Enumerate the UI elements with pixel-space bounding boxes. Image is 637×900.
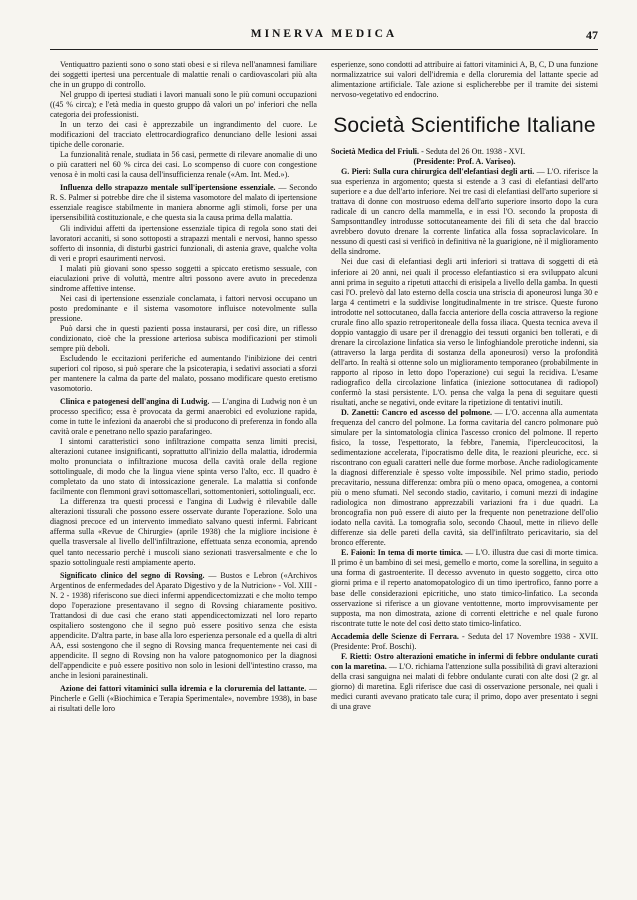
report-body: — L'O. illustra due casi di morte timica. Il primo è un bambino di sei mesi, gemello e morto, come la sorellina, in seguito a una forma di gastroenterite. Il decesso avvenuto in questo soggetto, circa otto giorni prima e il reperto anatomopatologico di un timo ipertrofico, fanno porre a base delle considerazioni epicritiche, uno stato timico-linfatico. La seconda osservazione si riferisce a un giovane ventottenne, morto improvvisamente per supposta, ma non dimostrata, azione di correnti elettriche e nel quale furono riscontrate tutte le note del così detto stato timico-linfatico. (331, 548, 598, 628)
paragraph: La differenza tra questi processi e l'angina di Ludwig è rilevabile dalle alterazioni tissurali che possono essere osservate durante l'operazione. Solo una diagnosi precoce ed un intervento immediato salvano questi infermi. Fabricant afferma sulla «Revue de Chirurgie» (aprile 1938) che la migliore incisione è quella trasversale al livello dell'infiltrazione, effettuata senza economia, aprendo quel tanto necessario perchè i muscoli siano sezionati trasversalmente e che lo spazio sottolinguale resti ampiamente aperto. (50, 497, 317, 567)
report-title: F. Rietti: Ostro alterazioni ematiche in infermi di febbre ondulante curati con la maretina. (331, 651, 598, 671)
section-title: Società Scientifiche Italiane (333, 114, 596, 138)
paragraph: La funzionalità renale, studiata in 56 casi, permette di rilevare anomalie di uno o più caratteri nel 60 % circa dei casi. Lo scompenso di cuore con congestione venosa è in molti casi la causa dell'insufficienza renale («Am. Int. Med.»). (50, 150, 317, 180)
article-body: — Pincherle e Gelli («Biochimica e Terapia Sperimentale», novembre 1938), in base ai risultati delle loro (50, 683, 317, 713)
article-title: Azione dei fattori vitaminici sulla idremia e la cloruremia del lattante. (60, 683, 307, 693)
report-faioni (331, 548, 598, 628)
paragraph: Può darsi che in questi pazienti possa instaurarsi, per così dire, un riflesso condizionato, cioè che la pressione arteriosa subisca modificazioni per stimoli sempre più deboli. (50, 323, 317, 353)
article-ludwig (50, 397, 317, 437)
report-title: E. Faioni: In tema di morte timica. (341, 548, 463, 558)
paragraph: Nei casi di ipertensione essenziale conclamata, i fattori nervosi occupano un posto predominante e il sistema vasomotore influisce notevolmente sulla pressione. (50, 293, 317, 323)
report-rietti (331, 652, 598, 712)
society-name: Accademia delle Scienze di Ferrara. (331, 631, 459, 641)
report-title: G. Pieri: Sulla cura chirurgica dell'elefantiasi degli arti. (341, 167, 535, 177)
report-pieri (331, 167, 598, 257)
paragraph: Nel gruppo di ipertesi studiati i lavori manuali sono le più comuni occupazioni ((45 % circa); e l'età media in questo gruppo dà valori un po' inferiori che nella categoria dei professionisti. (50, 90, 317, 120)
page-number: 47 (586, 28, 598, 42)
article-body: — Secondo R. S. Palmer si potrebbe dire che il sistema vasomotore del malato di ipertensione essenziale reagisce stabilmente in maniera abnorme agli stimoli, forse per una ipersensibilità costituzionale, e che questa sia la causa prima della malattia. (50, 183, 317, 223)
report-body: — L'O. accenna alla aumentata frequenza del cancro del polmone. La forma cavitaria del cancro polmonare può simulare per la sintomatologia clinica l'ascesso cronico del polmone. Il reperto fisico, la tosse, l'espettorato, la febbre, l'anemia, l'ipercleucocitosi, la sedimentazione accelerata, l'ipocratismo delle dita, le reazioni pleuriche, ecc. si riscontrano con eguali caratteri nelle due forme morbose. Anche radiologicamente la diagnosi differenziale è spesso volte impossibile. Nel primo stadio, periodo precavitario, nessuna differenza: ombra più o meno opaca, omogenea, a contorni più o meno sfumati. Nel secondo stadio, cavitario, i comuni mezzi di indagine radiologica non dimostrano apprezzabili variazioni fra i due quadri. La broncografia non può essere di aiuto per la frequente non penetrazione dell'olio iodato nella cavità. La tomografia solo, secondo Chaoul, mette in rilievo delle differenze sia delle pareti della cavità, sia dell'infiltrato pericavitario, sia del bronco efferente. (331, 407, 598, 548)
session-date: - Seduta del 17 Novembre 1938 - XVII. (Presidente: Prof. Boschi). (331, 631, 598, 651)
running-head (50, 28, 598, 42)
report-title: D. Zanetti: Cancro ed ascesso del polmone. (341, 407, 493, 417)
journal-title: MINERVA MEDICA (250, 28, 398, 40)
article-vitamine (50, 684, 317, 714)
report-body: — L'O. richiama l'attenzione sulla possibilità di gravi alterazioni della crasi sanguigna nei malati di febbre ondulante curati con alte dosi (2 gr. al giorno) di maretina. Egli riferisce due casi di osservazione personale, nei quali i medici curanti avevano praticato tale cura; il primo, dopo aver presentato i segni di una grave (331, 661, 598, 711)
society-name: Società Medica del Friuli. (331, 147, 420, 157)
article-body: — Bustos e Lebron («Archivos Argentinos de enfermedades del Aparato Digestivo y de la Nutricion» - Vol. XIII - N. 2 - 1938) riferiscono sue dieci infermi appendicectomizzati e che molto tempo dopo l'operazione presentavano il segno di Rovsing chiaramente positivo. Trattandosi di due casi che erano stati appendicectomizzati nel loro reparto ospitaliero sostengono che il segno può essere positivo senza che esista appendicite. D'altra parte, in base alla loro esperienza personale ed a quella di altri AA, essi sostengono che il segno di Rovsing manca frequentemente nei casi di appendicite. Il segno di Rovsing non ha valore patognomonico per la diagnosi dell'appendicite e può essere positivo non solo in lesioni dell'intestino crasso, ma anche in lesioni parainestinali. (50, 570, 317, 680)
paragraph: Ventiquattro pazienti sono o sono stati obesi e si rileva nell'anamnesi familiare dei soggetti ipertesi una percentuale di malattie renali o cardiovascolari più alta che in un gruppo di controllo. (50, 60, 317, 90)
society-heading (331, 632, 598, 652)
article-title: Significato clinico del segno di Rovsing. (60, 570, 205, 580)
paragraph: Gli individui affetti da ipertensione essenziale tipica di regola sono stati dei lavoratori accaniti, si sono sottoposti a strapazzi mentali e nervosi, hanno spesso sofferto di insonnia, di disturbi gastrici funzionali, di astenia grave, qualche volta di veri e propri esaurimenti nervosi. (50, 223, 317, 263)
society-president: (Presidente: Prof. A. Variseo). (413, 157, 516, 167)
article-title: Influenza dello strapazzo mentale sull'ipertensione essenziale. (60, 183, 276, 193)
session-date: - Seduta del 26 Ott. 1938 - XVI. (419, 147, 525, 157)
paragraph: In un terzo dei casi è apprezzabile un ingrandimento del cuore. Le modificazioni del tracciato elettrocardiografico denunciano delle lesioni assai tipiche delle coronarie. (50, 120, 317, 150)
header-rule (50, 49, 598, 50)
paragraph: Nei due casi di elefantiasi degli arti inferiori si trattava di soggetti di età inferiore ai 20 anni, nei quali il processo elefantiastico si era sviluppato alcuni anni prima in seguito a ripetuti attacchi di erisipela a livello della gamba. In questi casi l'O. prelevò dal lato esterno della coscia una striscia di aponeurosi lunga 30 e larga 4 centimetri e la suddivise longitudinalmente in tre strisce. Queste furono introdotte nel sottocutaneo, dalla faccia anteriore della coscia attraverso la regione crurale fino allo spazio retroperitoneale della fossa iliaca. Questa tecnica aveva il doppio vantaggio di usare per il drenaggio dei tessuti organici ben tollerati, e di drenare la circolazione linfatica sia verso le linfoghiandole prerotiche indenni, sia (attraverso la larga perdita di sostanza della aponeurosi) verso la profondità dell'arto. In realtà si ottenne solo un miglioramento temporaneo (probabilmente in rapporto al riposo in letto dopo l'operazione) cui seguì la recidiva. L'esame radiografico della circolazione linfatica (iniezione sottocutanea di radiopol) confermò la stasi persistente. L'O. pensa che valga la pena di seguitare questi risultati, anche se negativi, onde evitare la ripetizione di tentativi inutili. (331, 257, 598, 407)
society-heading (331, 147, 598, 157)
paragraph: Escludendo le eccitazioni periferiche ed aumentando l'inibizione dei centri superiori col riposo, si può sperare che la psicoterapia, i sedativi associati a sforzi per mantenere la calma da parte del malato, possano modificare questo eretismo vasomotorio. (50, 353, 317, 393)
left-column (50, 60, 317, 892)
article-title: Clinica e patogenesi dell'angina di Ludwig. (60, 397, 210, 407)
report-body: — L'O. riferisce la sua esperienza in argomento; questa si estende a 3 casi di elefantiasi dell'arto superiore e a due dell'arto inferiore. Nei tre casi di elefantiasi dell'arto superiore si trattava di donne con mostruoso edema dell'arto superiore insorto dopo la cura radicale di un cancro della mammella, e in essi l'O. secondo la proposta di Sampsonttandley introdusse sottocutaneamente dei fili di seta che dal braccio avrebbero dovuto drenare la corrente linfatica alla fossa sopraclavicolare. In nessuno di questi casi si verificò in definitiva nè la guarigione, nè il miglioramento della sindrome. (331, 167, 598, 257)
right-column (331, 60, 598, 892)
paragraph: esperienze, sono condotti ad attribuire ai fattori vitaminici A, B, C, D una funzione normalizzatrice sui valori dell'idremia e della cloruremia del lattante specie ad alimentazione artificiale. Tale azione si esplicherebbe per il tramite dei sistemi nervoso-vegetativo ed endocrino. (331, 60, 598, 100)
paragraph: I malati più giovani sono spesso soggetti a spiccato eretismo sessuale, con eiaculazioni prive di voluttà, mentre altri possono avere avuto in precedenza sindrome affettive intense. (50, 263, 317, 293)
article-body: — L'angina di Ludwig non è un processo specifico; essa è provocata da germi anaerobici ed evoluzione rapida, come in tutte le infezioni da anaerobi che si producono di preferenza in fondo alla cavità orale e penetrano nello spazio parafaringeo. (50, 397, 317, 437)
article-rovsing (50, 571, 317, 681)
article-influenza (50, 183, 317, 223)
paragraph: I sintomi caratteristici sono infiltrazione compatta senza limiti precisi, alterazioni cutanee insignificanti, soprattutto all'inizio della malattia, idrodermia molto pronunciata o infiltrazione mucosa della cavità orale della regione sottolinguale, di modo che la lingua viene spinta verso l'alto, ecc. Il quadro è completato da uno stato di intossicazione generale. La malattia si confonde facilmente con flemmoni gravi sottomascellari, sottomentonieri, sottolinguali, ecc. (50, 437, 317, 497)
report-zanetti (331, 408, 598, 548)
